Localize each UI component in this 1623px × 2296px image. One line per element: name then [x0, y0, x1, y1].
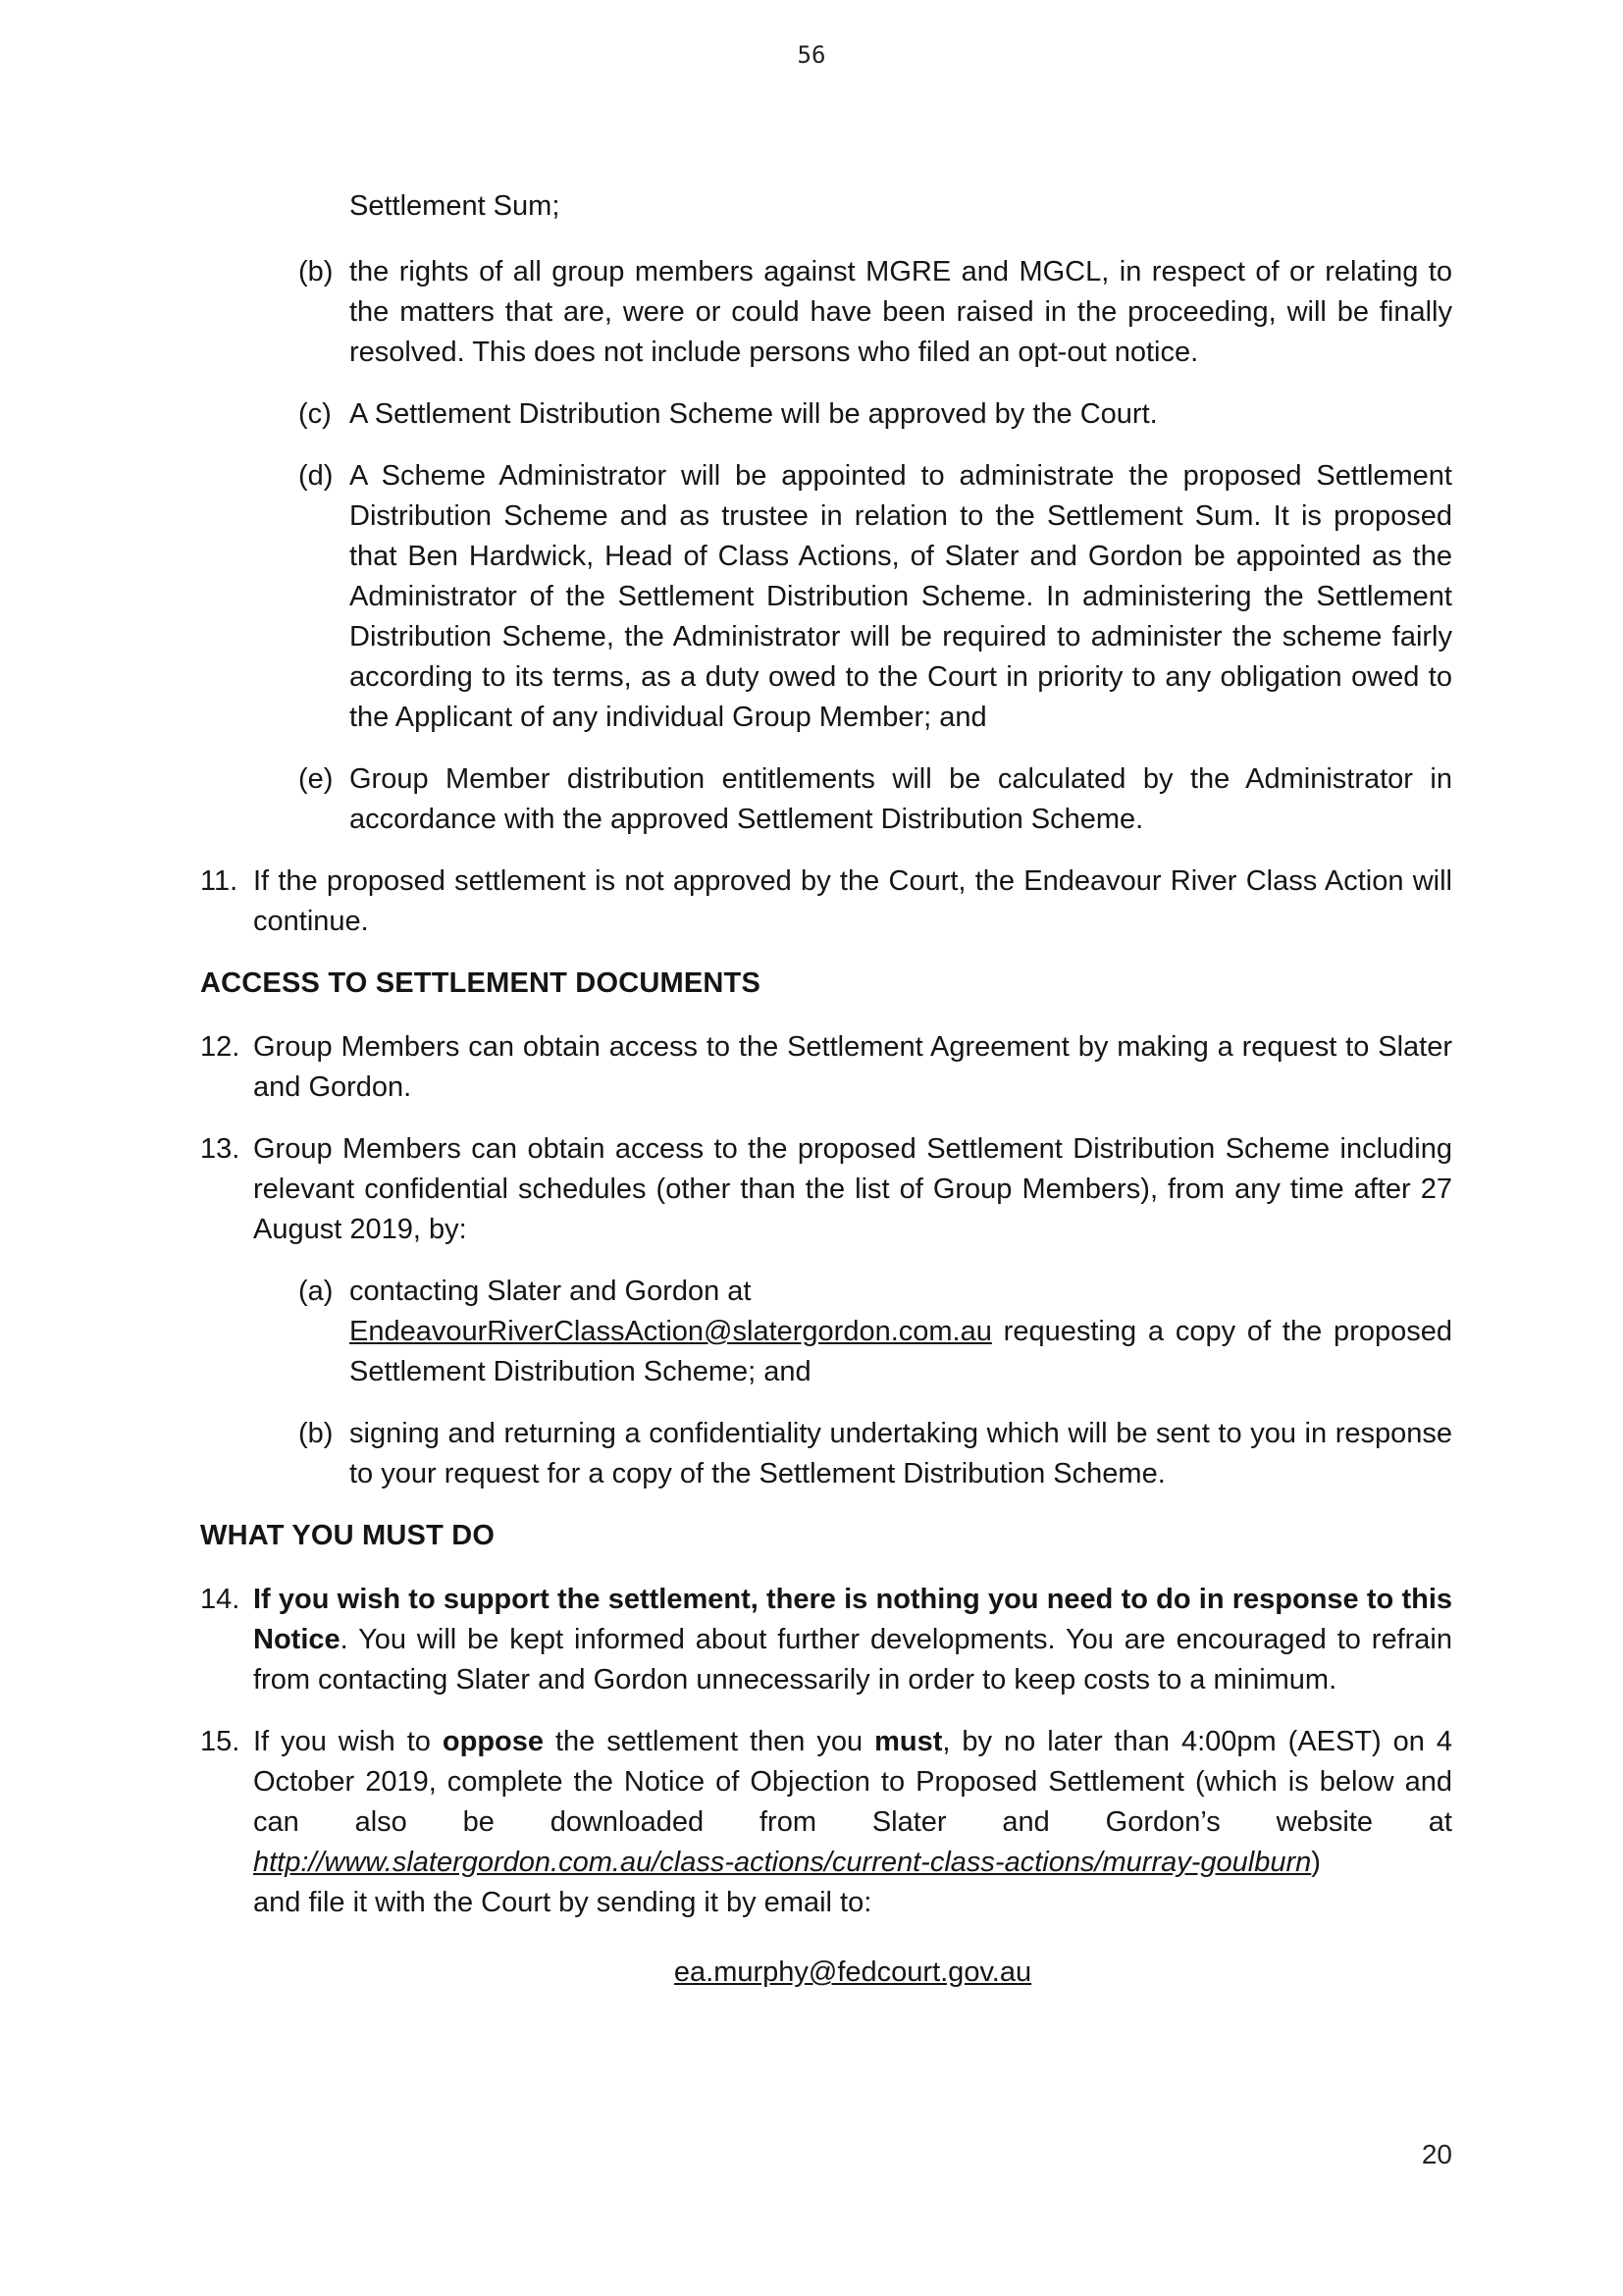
paragraph-text: and file it with the Court by sending it by email to:: [253, 1887, 872, 1918]
email-link[interactable]: EndeavourRiverClassAction@slatergordon.com.au: [349, 1316, 992, 1347]
item-label: (d): [298, 460, 334, 492]
page-number-bottom: 20: [1421, 2139, 1452, 2169]
page-number-top: 56: [797, 41, 826, 69]
paragraph-11: [200, 861, 1452, 942]
paragraph-text: , by no later than 4:00pm (AEST) on 4 October 2019, complete the Notice of Objection to Proposed Settlement (which is below and can also be downloaded from Slater and Gordon’s website at: [253, 1726, 1452, 1838]
item-label: (a): [298, 1276, 334, 1307]
court-email-line: [200, 1953, 1452, 1993]
paragraph-text: If you wish to: [253, 1726, 443, 1757]
paragraph-number: 13.: [200, 1133, 240, 1165]
item-label: (c): [298, 398, 332, 430]
item-text: the rights of all group members against MGRE and MGCL, in respect of or relating to the matters that are, were or could have been raised in the proceeding, will be finally resolved. This does not include persons who filed an opt-out notice.: [349, 256, 1452, 368]
item-c: [200, 394, 1452, 435]
paragraph-13: [200, 1129, 1452, 1250]
item-text-after: requesting a copy of the proposed Settlement Distribution Scheme; and: [349, 1316, 1452, 1387]
item-text: A Settlement Distribution Scheme will be approved by the Court.: [349, 398, 1158, 430]
paragraph-text: If the proposed settlement is not approved by the Court, the Endeavour River Class Action will continue.: [253, 865, 1452, 937]
item-label: (b): [298, 1418, 334, 1449]
item-text: Group Member distribution entitlements will be calculated by the Administrator in accordance with the approved Settlement Distribution Scheme.: [349, 763, 1452, 835]
website-link[interactable]: http://www.slatergordon.com.au/class-actions/current-class-actions/murray-goulburn: [253, 1847, 1312, 1878]
item-text: signing and returning a confidentiality undertaking which will be sent to you in response to your request for a copy of the Settlement Distribution Scheme.: [349, 1418, 1452, 1489]
paragraph-number: 15.: [200, 1726, 240, 1757]
item-13b: [200, 1414, 1452, 1494]
document-body: [200, 186, 1452, 1993]
paragraph-text: Group Members can obtain access to the Settlement Agreement by making a request to Slater and Gordon.: [253, 1031, 1452, 1103]
item-label: (e): [298, 763, 334, 795]
continuation-text: Settlement Sum;: [349, 190, 560, 222]
paragraph-12: [200, 1027, 1452, 1108]
emphasis-must: must: [874, 1726, 943, 1757]
paragraph-text: ): [1311, 1847, 1321, 1878]
item-e: [200, 759, 1452, 840]
item-label: (b): [298, 256, 334, 287]
paragraph-text: the settlement then you: [544, 1726, 875, 1757]
item-b: [200, 252, 1452, 373]
item-d: [200, 456, 1452, 738]
paragraph-number: 12.: [200, 1031, 240, 1063]
paragraph-bold-text: If you wish to support the settlement, there is nothing you need to do in response to this Notice: [253, 1584, 1452, 1655]
emphasis-oppose: oppose: [442, 1726, 545, 1757]
court-email-link[interactable]: ea.murphy@fedcourt.gov.au: [673, 1957, 1032, 1988]
item-text: contacting Slater and Gordon at: [349, 1276, 752, 1307]
heading-access-documents: ACCESS TO SETTLEMENT DOCUMENTS: [200, 967, 760, 999]
paragraph-number: 11.: [200, 865, 238, 897]
paragraph-15: [200, 1722, 1452, 1923]
paragraph-number: 14.: [200, 1584, 240, 1615]
paragraph-text: Group Members can obtain access to the proposed Settlement Distribution Scheme including relevant confidential schedules (other than the list of Group Members), from any time after 27 August 2019, by:: [253, 1133, 1452, 1245]
paragraph-text: . You will be kept informed about further developments. You are encouraged to refrain from contacting Slater and Gordon unnecessarily in order to keep costs to a minimum.: [253, 1624, 1452, 1696]
item-text: A Scheme Administrator will be appointed to administrate the proposed Settlement Distribution Scheme and as trustee in relation to the Settlement Sum. It is proposed that Ben Hardwick, Head of Class Actions, of Slater and Gordon be appointed as the Administrator of the Settlement Distribution Scheme. In administering the Settlement Distribution Scheme, the Administrator will be required to administer the scheme fairly according to its terms, as a duty owed to the Court in priority to any obligation owed to the Applicant of any individual Group Member; and: [349, 460, 1452, 733]
paragraph-14: [200, 1580, 1452, 1700]
heading-what-you-must-do: WHAT YOU MUST DO: [200, 1520, 496, 1551]
item-13a: [200, 1272, 1452, 1392]
